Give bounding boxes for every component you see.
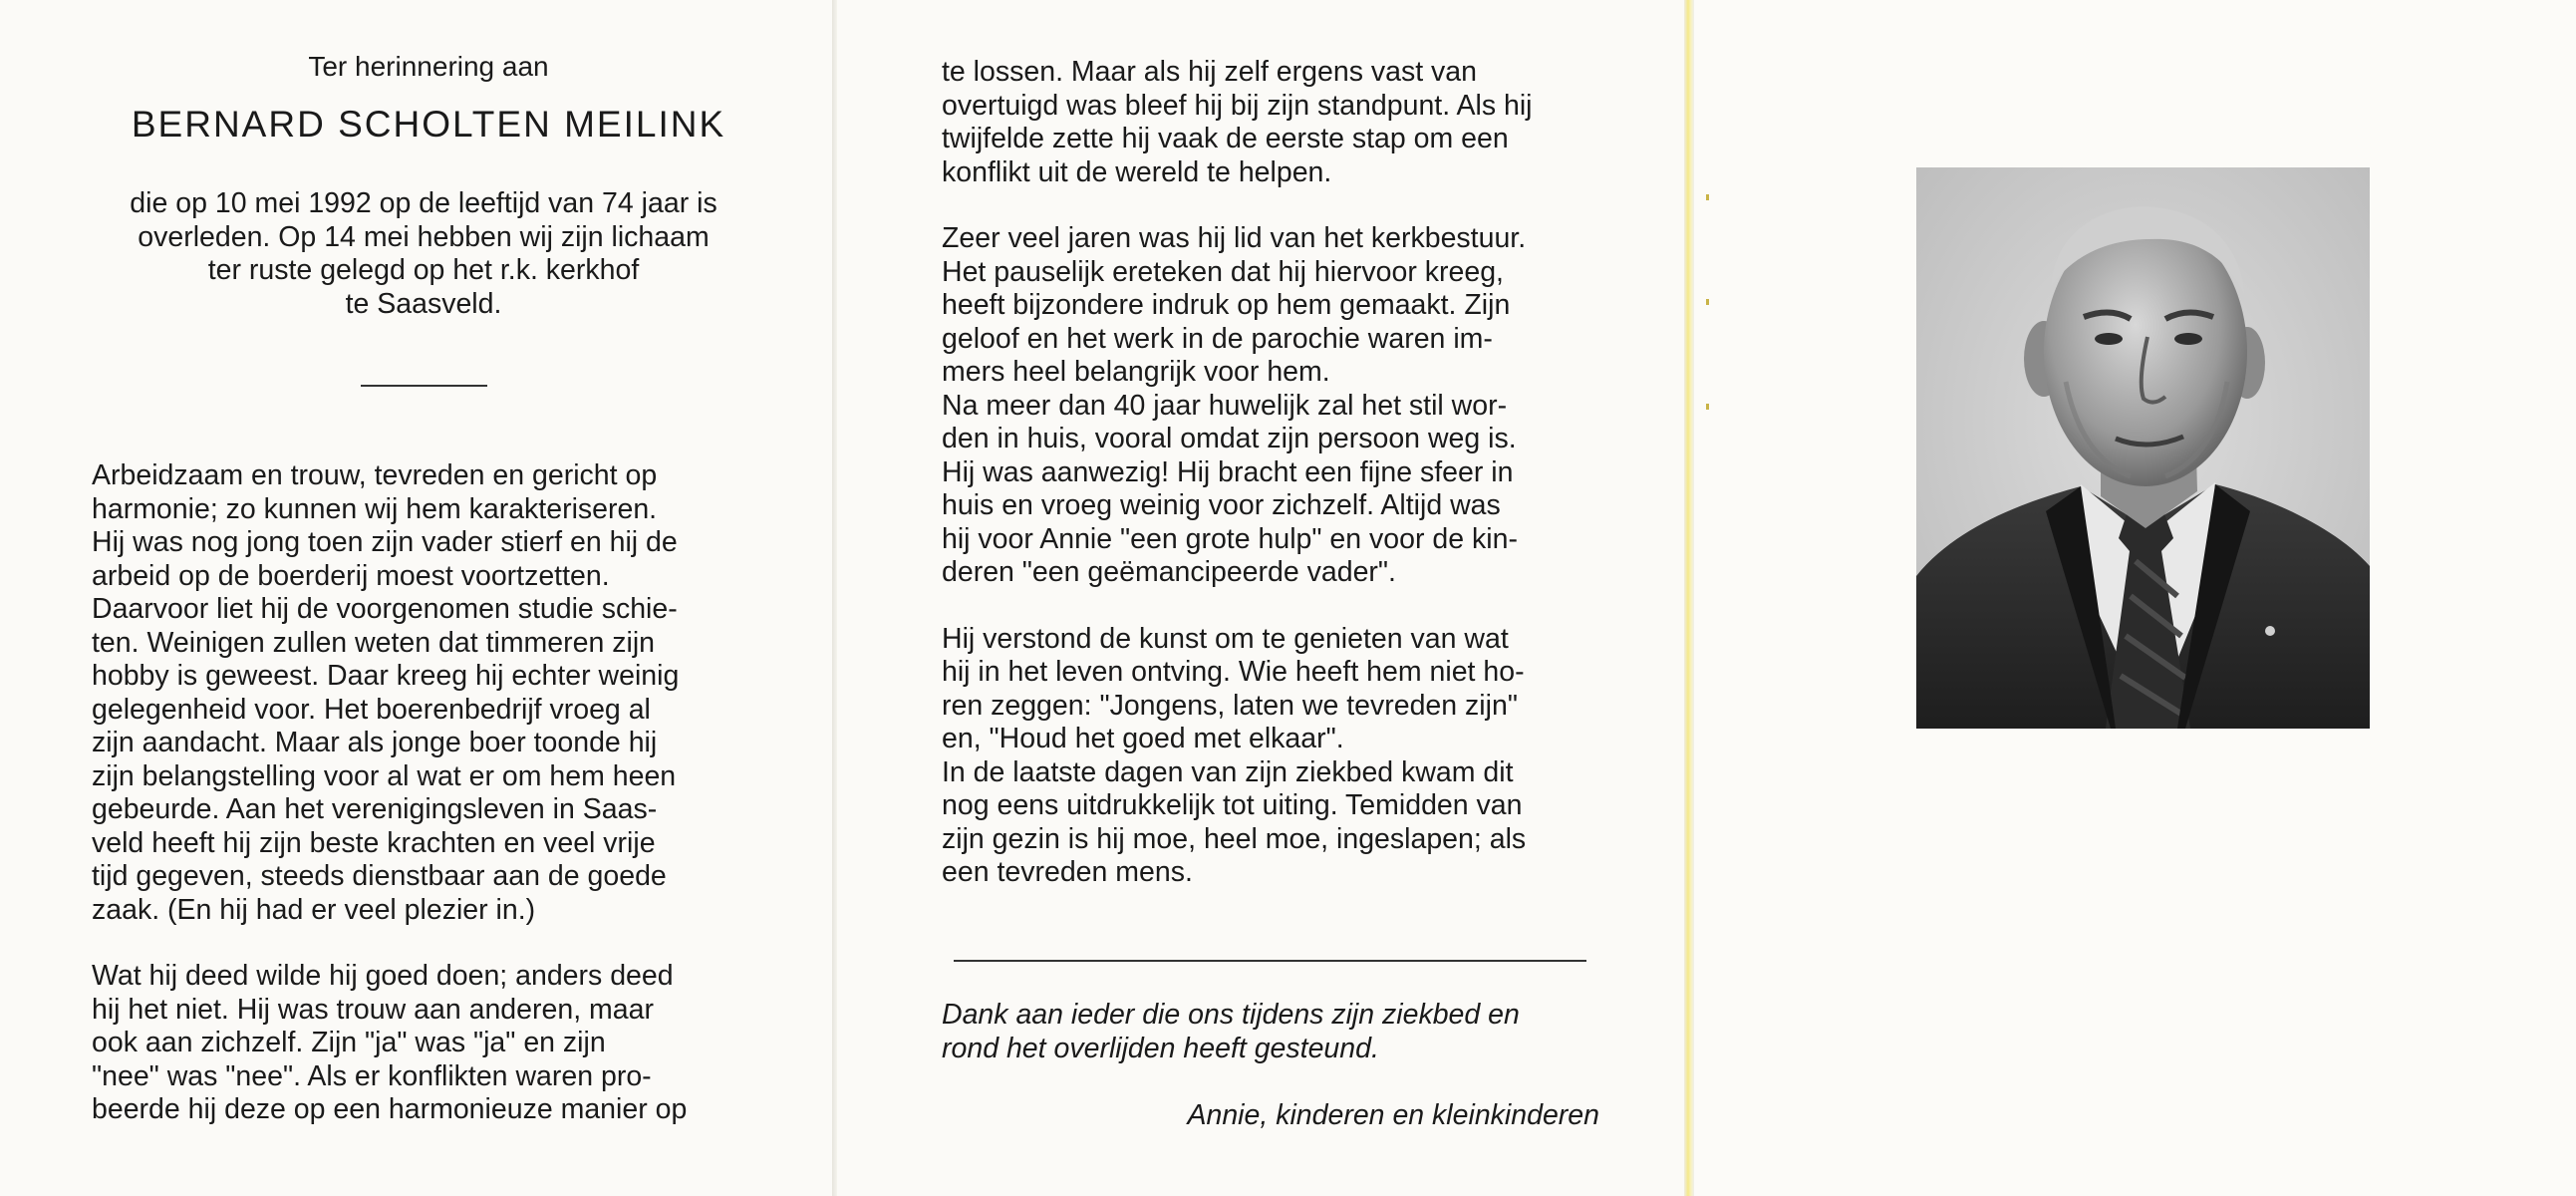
death-line: ter ruste gelegd op het r.k. kerkhof — [207, 254, 640, 286]
bio-line: nog eens uitdrukkelijk tot uiting. Temidden van — [942, 789, 1523, 821]
bio-line: hobby is geweest. Daar kreeg hij echter weinig — [92, 660, 680, 692]
death-line: die op 10 mei 1992 op de leeftijd van 74 jaar is — [130, 187, 717, 219]
bio-line: Zeer veel jaren was hij lid van het kerkbestuur. — [942, 222, 1527, 254]
bio-line: zaak. (En hij had er veel plezier in.) — [92, 893, 536, 926]
bio-line: zijn aandacht. Maar als jonge boer toonde hij — [92, 727, 658, 758]
bio-line: veld heeft hij zijn beste krachten en veel vrije — [92, 826, 656, 859]
paper-speck — [1706, 404, 1709, 410]
bio-line: beerde hij deze op een harmonieuze manier op — [92, 1093, 688, 1125]
bio-line: zijn gezin is hij moe, heel moe, ingeslapen; als — [942, 822, 1527, 855]
bio-line: Wat hij deed wilde hij goed doen; anders deed — [92, 960, 674, 992]
portrait-photo — [1916, 167, 2370, 729]
portrait-illustration — [1916, 167, 2370, 729]
bio-line: mers heel belangrijk voor hem. — [942, 356, 1330, 388]
bio-line: hij voor Annie "een grote hulp" en voor de kin- — [942, 522, 1518, 555]
short-divider — [361, 385, 487, 387]
fold-line-yellow — [1684, 0, 1694, 1196]
bio-line: overtuigd was bleef hij bij zijn standpunt. Als hij — [942, 89, 1533, 122]
bio-line: arbeid op de boerderij moest voortzetten. — [92, 559, 610, 592]
thanks-note — [942, 999, 1599, 1065]
bio-line: tijd gegeven, steeds dienstbaar aan de goede — [92, 860, 667, 892]
biography-column-1 — [92, 459, 752, 1127]
signature: Annie, kinderen en kleinkinderen — [1187, 1099, 1599, 1131]
intro-heading: Ter herinnering aan — [308, 51, 549, 82]
bio-line: In de laatste dagen van zijn ziekbed kwam dit — [942, 755, 1514, 788]
bio-line: en, "Houd het goed met elkaar". — [942, 723, 1344, 754]
death-line: overleden. Op 14 mei hebben wij zijn lichaam — [138, 220, 710, 253]
bio-line: huis en vroeg weinig voor zichzelf. Altijd was — [942, 489, 1501, 521]
bio-line: Na meer dan 40 jaar huwelijk zal het stil wor- — [942, 389, 1508, 422]
bio-line: Het pauselijk ereteken dat hij hiervoor kreeg, — [942, 255, 1504, 288]
bio-line: hij in het leven ontving. Wie heeft hem niet ho- — [942, 656, 1525, 688]
bio-line: gelegenheid voor. Het boerenbedrijf vroeg al — [92, 693, 651, 726]
biography-column-2 — [942, 56, 1597, 890]
bio-line: ren zeggen: "Jongens, laten we tevreden zijn" — [942, 689, 1518, 722]
bio-line: heeft bijzondere indruk op hem gemaakt. Zijn — [942, 289, 1511, 321]
bio-line: Arbeidzaam en trouw, tevreden en gericht op — [92, 459, 658, 491]
bio-line: Hij was aanwezig! Hij bracht een fijne sfeer in — [942, 455, 1514, 488]
bio-line: hij het niet. Hij was trouw aan anderen, maar — [92, 993, 654, 1026]
paper-speck — [1706, 194, 1709, 200]
thanks-line: rond het overlijden heeft gesteund. — [942, 1032, 1379, 1064]
bio-line: konflikt uit de wereld te helpen. — [942, 155, 1332, 188]
bio-line: deren "een geëmancipeerde vader". — [942, 556, 1396, 588]
death-line: te Saasveld. — [345, 287, 502, 320]
bio-line: harmonie; zo kunnen wij hem karakteriseren. — [92, 492, 658, 525]
bio-line: "nee" was "nee". Als er konflikten waren pro- — [92, 1059, 652, 1092]
bio-line: ook aan zichzelf. Zijn "ja" was "ja" en zijn — [92, 1027, 606, 1058]
bio-line: Hij verstond de kunst om te genieten van wat — [942, 622, 1509, 655]
bio-line: te lossen. Maar als hij zelf ergens vast van — [942, 56, 1478, 88]
bio-line: ten. Weinigen zullen weten dat timmeren zijn — [92, 626, 656, 659]
bio-line: zijn belangstelling voor al wat er om hem heen — [92, 759, 677, 792]
paper-speck — [1706, 299, 1709, 305]
thanks-line: Dank aan ieder die ons tijdens zijn ziekbed en — [942, 999, 1520, 1031]
bio-line: den in huis, vooral omdat zijn persoon weg is. — [942, 423, 1517, 454]
bio-line: Daarvoor liet hij de voorgenomen studie schie- — [92, 593, 678, 625]
bio-line: geloof en het werk in de parochie waren im- — [942, 322, 1493, 355]
bio-line: gebeurde. Aan het verenigingsleven in Saas- — [92, 793, 658, 825]
deceased-name: BERNARD SCHOLTEN MEILINK — [131, 104, 726, 145]
bio-line: Hij was nog jong toen zijn vader stierf en hij de — [92, 526, 678, 558]
long-divider — [954, 960, 1586, 962]
bio-line: twijfelde zette hij vaak de eerste stap om een — [942, 123, 1509, 154]
death-notice — [90, 187, 757, 321]
bio-line: een tevreden mens. — [942, 856, 1193, 888]
